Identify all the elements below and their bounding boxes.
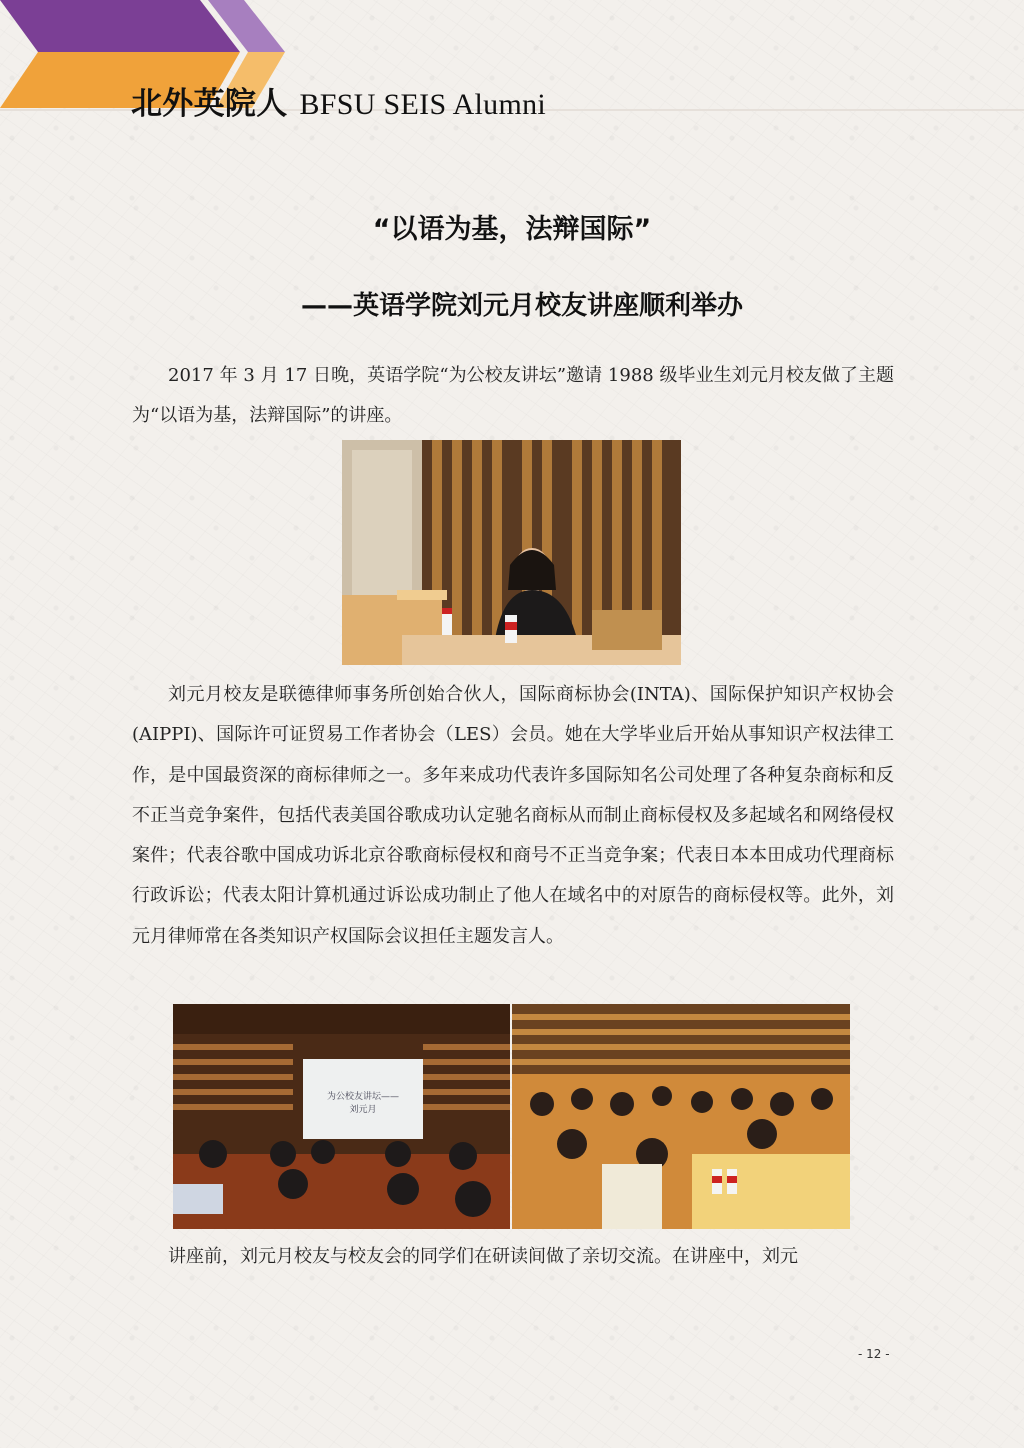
masthead [131,78,546,123]
article-title: “以语为基，法辩国际” [372,214,652,245]
paragraph-intro: 2017 年 3 月 17 日晚，英语学院“为公校友讲坛”邀请 1988 级毕业生刘元月校友做了主题为“以语为基，法辩国际”的讲座。 [132,365,894,427]
masthead-en: BFSU SEIS Alumni [299,88,547,121]
masthead-cn: 北外英院人 [131,86,288,121]
screen-text-line1: 为公校友讲坛—— [326,1092,400,1102]
screen-text-line2: 刘元月 [349,1105,377,1115]
audience-photo [512,1004,850,1229]
lecture-hall-screen-photo [173,1004,510,1229]
paragraph-exchange: 讲座前，刘元月校友与校友会的同学们在研读间做了亲切交流。在讲座中，刘元 [168,1246,798,1267]
paragraph-biography: 刘元月校友是联德律师事务所创始合伙人，国际商标协会(INTA)、国际保护知识产权协会(AIPPI)、国际许可证贸易工作者协会（LES）会员。她在大学毕业后开始从事知识产权法律工作，是中国最资深的商标律师之一。多年来成功代表许多国际知名公司处理了各种复杂商标和反不正当竞争案件，包括代表美国谷歌成功认定驰名商标从而制止商标侵权及多起域名和网络侵权案件；代表谷歌中国成功诉北京谷歌商标侵权和商号不正当竞争案；代表日本本田成功代理商标行政诉讼；代表太阳计算机通过诉讼成功制止了他人在域名中的对原告的商标侵权等。此外，刘元月律师常在各类知识产权国际会议担任主题发言人。 [132,684,894,947]
page-number: - 12 - [858,1347,890,1361]
speaker-photo [342,440,681,665]
article-subtitle: ——英语学院刘元月校友讲座顺利举办 [300,291,743,321]
